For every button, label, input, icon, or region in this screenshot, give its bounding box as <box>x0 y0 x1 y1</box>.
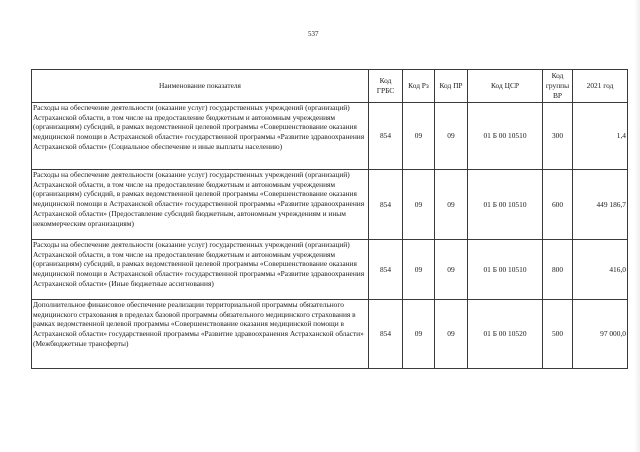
header-indicator-name: Наименование показателя <box>32 70 369 103</box>
pr-cell: 09 <box>435 170 468 240</box>
pr-cell: 09 <box>435 240 468 300</box>
rz-cell: 09 <box>403 300 435 369</box>
grbs-cell: 854 <box>369 240 403 300</box>
amount-cell: 1,4 <box>573 103 628 170</box>
scan-edge-shadow <box>634 0 640 452</box>
vr-cell: 500 <box>543 300 573 369</box>
table-row <box>32 240 628 300</box>
indicator-name-cell: Расходы на обеспечение деятельности (оказание услуг) государственных учреждений (организаций) Астраханской области, в том числе на предоставление бюджетным и автономным учреждениям (организациям) субсидий, в рамках ведомственной целевой программы «Совершенствование оказания медицинской помощи в Астраханской области» государственной программы «Развитие здравоохранения Астраханской области» (Предоставление субсидий бюджетным, автономным учреждениям и иным некоммерческим организациям) <box>32 170 369 240</box>
vr-cell: 300 <box>543 103 573 170</box>
header-rz-code: Код Рз <box>403 70 435 103</box>
amount-cell: 416,0 <box>573 240 628 300</box>
table-row <box>32 103 628 170</box>
header-grbs-code: Код ГРБС <box>369 70 403 103</box>
grbs-cell: 854 <box>369 170 403 240</box>
table-header-row <box>32 70 628 103</box>
pr-cell: 09 <box>435 103 468 170</box>
csr-cell: 01 Б 00 10520 <box>468 300 543 369</box>
indicator-name-cell: Расходы на обеспечение деятельности (оказание услуг) государственных учреждений (организаций) Астраханской области, в том числе на предоставление бюджетным и автономным учреждениям (организациям) субсидий, в рамках ведомственной целевой программы «Совершенствование оказания медицинской помощи в Астраханской области» государственной программы «Развитие здравоохранения Астраханской области» (Иные бюджетные ассигнования) <box>32 240 369 300</box>
csr-cell: 01 Б 00 10510 <box>468 103 543 170</box>
amount-cell: 97 000,0 <box>573 300 628 369</box>
header-vr-group-code: Код группы ВР <box>543 70 573 103</box>
page-number: 537 <box>308 30 319 38</box>
grbs-cell: 854 <box>369 103 403 170</box>
vr-cell: 600 <box>543 170 573 240</box>
header-year-2021: 2021 год <box>573 70 628 103</box>
header-csr-code: Код ЦСР <box>468 70 543 103</box>
rz-cell: 09 <box>403 103 435 170</box>
rz-cell: 09 <box>403 240 435 300</box>
table-row <box>32 170 628 240</box>
table-row <box>32 300 628 369</box>
budget-table <box>31 69 628 369</box>
indicator-name-cell: Дополнительное финансовое обеспечение реализации территориальной программы обязательного медицинского страхования в пределах базовой программы обязательного медицинского страхования в рамках ведомственной целевой программы «Совершенствование оказания медицинской помощи в Астраханской области» государственной программы «Развитие здравоохранения Астраханской области» (Межбюджетные трансферты) <box>32 300 369 369</box>
vr-cell: 800 <box>543 240 573 300</box>
indicator-name-cell: Расходы на обеспечение деятельности (оказание услуг) государственных учреждений (организаций) Астраханской области, в том числе на предоставление бюджетным и автономным учреждениям (организациям) субсидий, в рамках ведомственной целевой программы «Совершенствование оказания медицинской помощи в Астраханской области» государственной программы «Развитие здравоохранения Астраханской области» (Социальное обеспечение и иные выплаты населению) <box>32 103 369 170</box>
pr-cell: 09 <box>435 300 468 369</box>
csr-cell: 01 Б 00 10510 <box>468 170 543 240</box>
csr-cell: 01 Б 00 10510 <box>468 240 543 300</box>
header-pr-code: Код ПР <box>435 70 468 103</box>
rz-cell: 09 <box>403 170 435 240</box>
amount-cell: 449 186,7 <box>573 170 628 240</box>
grbs-cell: 854 <box>369 300 403 369</box>
